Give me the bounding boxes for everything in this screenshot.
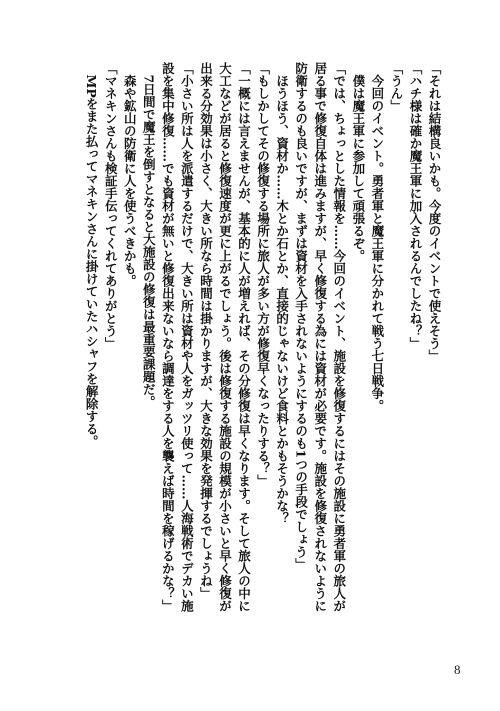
text-line: 「一概には言えませんが、基本的に人が増えれば、その分修復は早くなります。そして旅人の中に bbox=[236, 62, 252, 612]
text-line: 「それは結構良いかも。今度のイベントで使えそう」 bbox=[427, 62, 442, 362]
text-line: 設を集中修復……でも資材が無いと修復出来ないなら調達をする人を襲えば時間を稼げるかな？」 bbox=[160, 62, 176, 612]
text-line: 「うん」 bbox=[388, 62, 404, 112]
text-line: 7日間で魔王を倒すとなると大施設の修復は最重要課題だ。 bbox=[141, 62, 157, 409]
text-line: ほうほう、資材か……木とか石とか、直接的じゃないけど食料とかもそうかな？ bbox=[274, 62, 290, 525]
vertical-text-body bbox=[82, 62, 444, 662]
text-line: 今回のイベント。勇者軍と魔王軍に分かれて戦う七日戦争。 bbox=[369, 62, 385, 412]
text-line: 「ハチ様は確か魔王軍に加入されるんでしたね？」 bbox=[407, 62, 423, 350]
text-line: 居る事で修復自体は進みますが、早く修復する為には資材が必要です。施設を修復されないように bbox=[312, 62, 328, 612]
text-line: MPをまた払ってマネキンさんに掛けていたハシャフを解除する。 bbox=[84, 62, 100, 448]
page-number: 8 bbox=[454, 662, 461, 677]
text-line: 僕は魔王軍に参加して頑張るぞ。 bbox=[350, 62, 366, 262]
text-line: 大工などが居ると修復速度が更に上がるでしょう。後は修復する施設の規模が小さいと早く修復が bbox=[217, 62, 233, 612]
text-line: 森や鉱山の防衛に人を使うべきかも。 bbox=[122, 62, 138, 287]
text-line: 「もしかしてその修復する場所に旅人が多い方が修復早くなったりする？」 bbox=[255, 62, 271, 487]
text-line: 「マネキンさんも検証手伝ってくれてありがとう」 bbox=[103, 62, 119, 350]
text-line: 「小さい所は人を派遣するだけで、大きい所は資材や人をガッツリ使って……人海戦術でデカい施 bbox=[179, 62, 195, 612]
text-line: 「では、ちょっとした情報を……今回のイベント、施設を修復するにはその施設に勇者軍の旅人が bbox=[331, 62, 347, 612]
text-line: 出来る分効果は小さく、大きい所なら時間は掛かりますが、大きな効果を発揮するでしょうね」 bbox=[198, 62, 214, 600]
text-line: 防衛するのも良いですが、まずは資材を入手されないようにするのも1つの手段でしょう」 bbox=[293, 62, 309, 571]
